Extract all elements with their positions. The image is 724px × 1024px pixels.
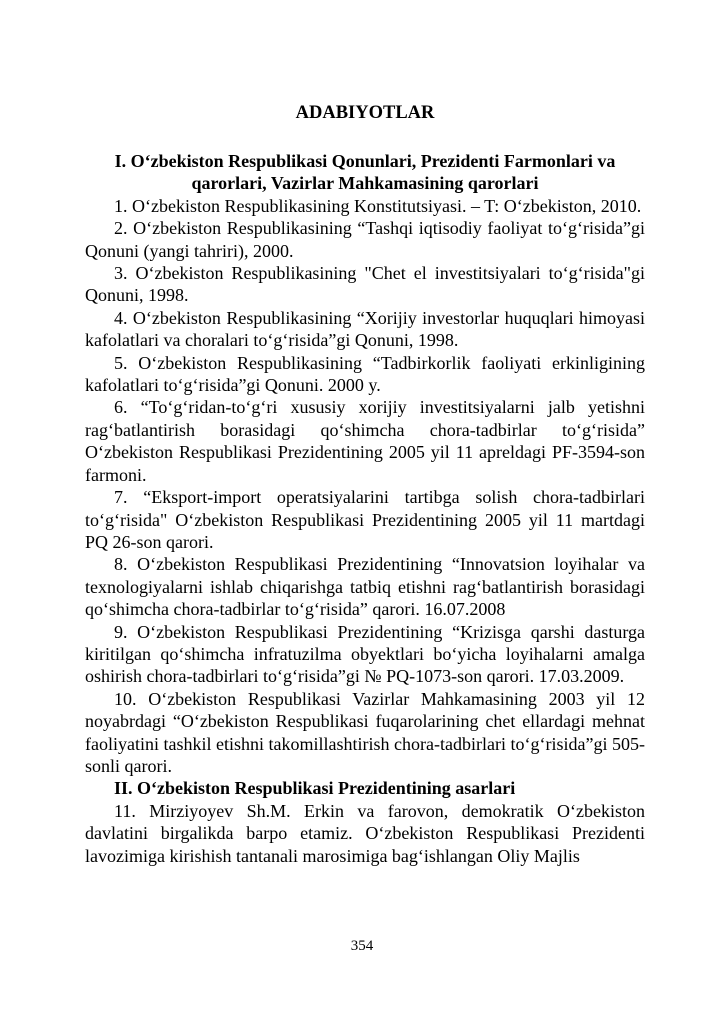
section-laws xyxy=(85,150,645,777)
list-item: 1. O‘zbekiston Respublikasining Konstitutsiyasi. – T: O‘zbekiston, 2010. xyxy=(114,195,642,216)
document-page xyxy=(85,101,645,867)
list-item: 11. Mirziyoyev Sh.M. Erkin va farovon, demokratik O‘zbekiston davlatini birgalikda barpo etamiz. O‘zbekiston Respublikasi Prezidenti lavozimiga kirishish tantanali marosimiga bag‘ishlangan Oliy Majlis xyxy=(85,800,645,866)
list-item: 5. O‘zbekiston Respublikasining “Tadbirkorlik faoliyati erkinligining kafolatlari to‘g‘risida”gi Qonuni. 2000 y. xyxy=(85,352,645,396)
list-item: 10. O‘zbekiston Respublikasi Vazirlar Mahkamasining 2003 yil 12 noyabrdagi “O‘zbekiston Respublikasi fuqarolarining chet ellardagi mehnat faoliyatini tashkil etishni takomillashtirish chora-tadbirlari to‘g‘risida”gi 505-sonli qarori. xyxy=(85,688,645,776)
list-item: 7. “Eksport-import operatsiyalarini tartibga solish chora-tadbirlari to‘g‘risida" O‘zbekiston Respublikasi Prezidentining 2005 yil 11 martdagi PQ 26-son qarori. xyxy=(85,487,645,552)
list-item: 6. “To‘g‘ridan-to‘g‘ri xususiy xorijiy investitsiyalarni jalb yetishni rag‘batlantirish borasidagi qo‘shimcha chora-tadbirlar to‘g‘risida” O‘zbekiston Respublikasi Prezidentining 2005 yil 11 apreldagi PF-3594-son farmoni. xyxy=(85,397,645,485)
page-number: 354 xyxy=(350,938,374,954)
list-item: 4. O‘zbekiston Respublikasining “Xorijiy investorlar huquqlari himoyasi kafolatlari va choralari to‘g‘risida”gi Qonuni, 1998. xyxy=(85,307,645,351)
list-item: 2. O‘zbekiston Respublikasining “Tashqi iqtisodiy faoliyat to‘g‘risida”gi Qonuni (yangi tahriri), 2000. xyxy=(85,218,645,261)
list-item: 9. O‘zbekiston Respublikasi Prezidentining “Krizisga qarshi dasturga kiritilgan qo‘shimcha infratuzilma obyektlari bo‘yicha loyihalarni amalga oshirish chora-tadbirlari to‘g‘risida”gi № PQ-1073-son qarori. 17.03.2009. xyxy=(85,621,645,687)
page-title: ADABIYOTLAR xyxy=(295,103,435,123)
list-item: 8. O‘zbekiston Respublikasi Prezidentining “Innovatsion loyihalar va texnologiyalarni ishlab chiqarishga tatbiq etishni rag‘batlantirish borasidagi qo‘shimcha chora-tadbirlar to‘g‘risida” qarori. 16.07.2008 xyxy=(85,554,645,620)
section-president-works xyxy=(85,777,645,867)
list-item: 3. O‘zbekiston Respublikasining "Chet el investitsiyalari to‘g‘risida"gi Qonuni, 1998. xyxy=(85,263,645,306)
section-heading: II. O‘zbekiston Respublikasi Prezidentining asarlari xyxy=(114,778,516,799)
section-heading: I. O‘zbekiston Respublikasi Qonunlari, Prezidenti Farmonlari va qarorlari, Vazirlar Mahkamasining qarorlari xyxy=(114,151,616,194)
